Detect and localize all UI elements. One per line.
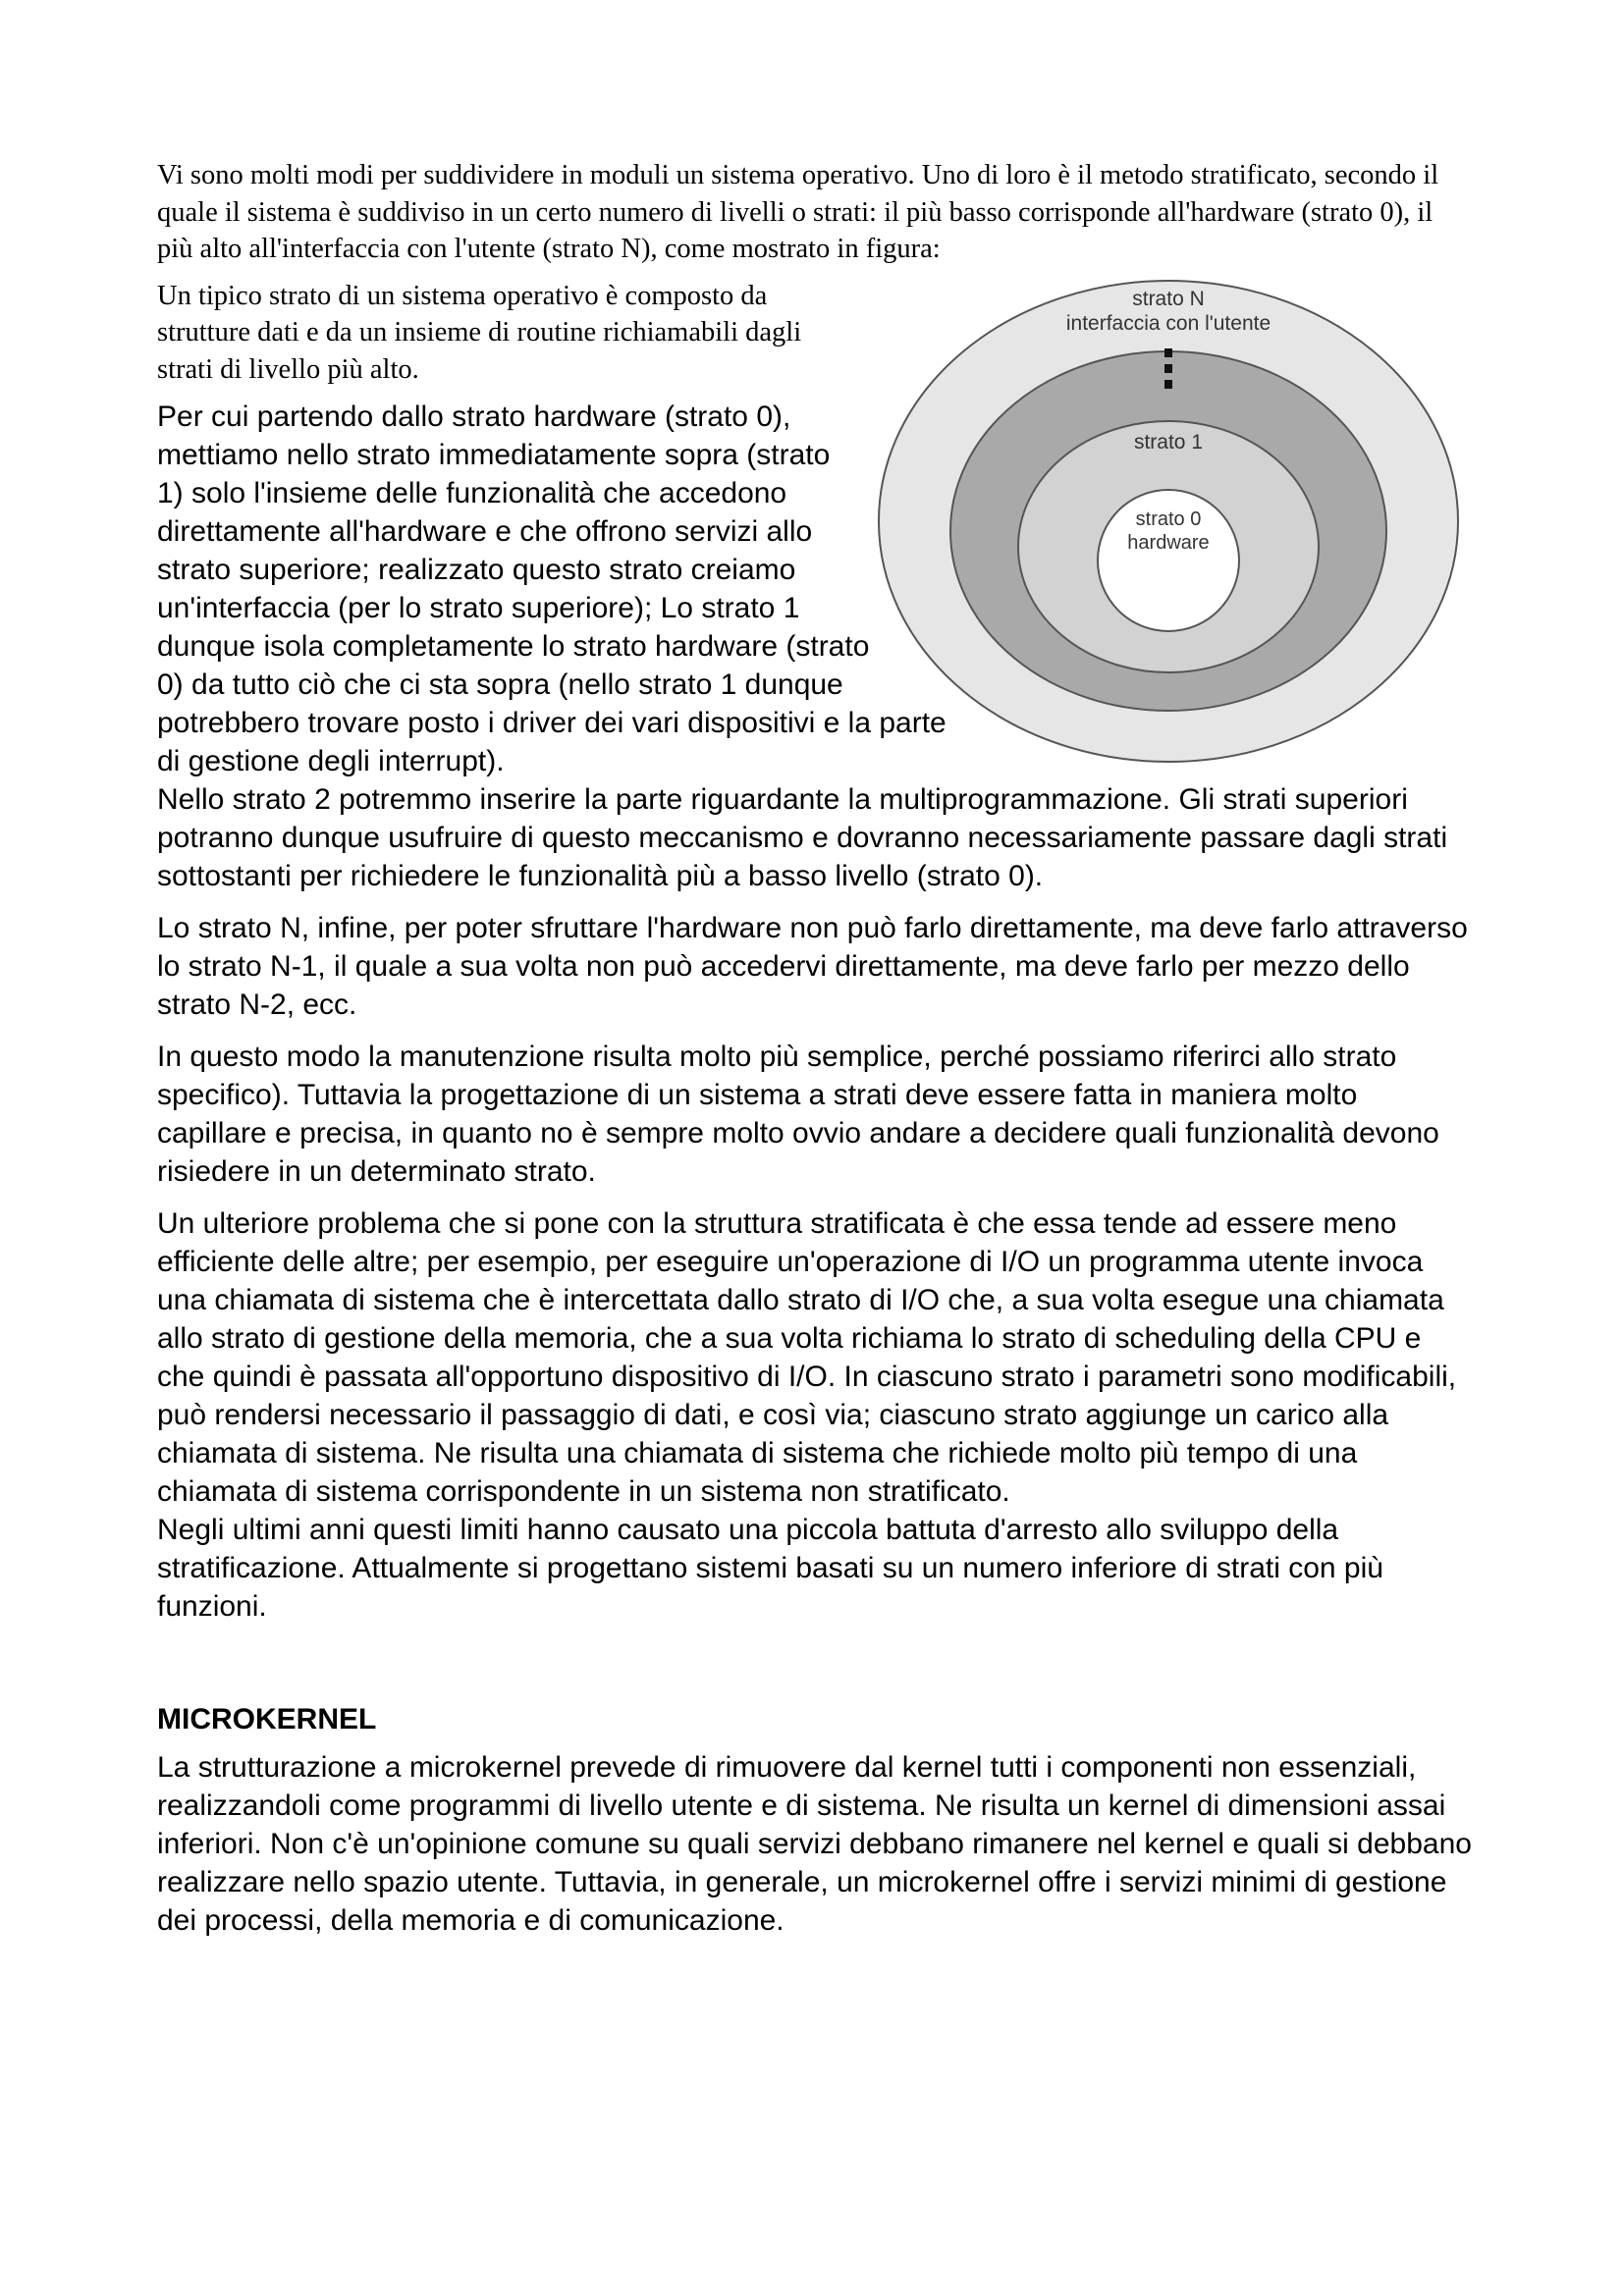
ellipsis-dot-2 bbox=[1164, 364, 1172, 373]
section-heading-microkernel: MICROKERNEL bbox=[157, 1703, 377, 1735]
inner-label-1: strato 0 bbox=[1135, 507, 1202, 530]
ellipsis-dot-3 bbox=[1164, 380, 1172, 389]
outer-label-1: strato N bbox=[1132, 287, 1205, 310]
middle-label: strato 1 bbox=[1133, 430, 1204, 454]
body-paragraph-6: Negli ultimi anni questi limiti hanno causato una piccola battuta d'arresto allo sviluppo della stratificazione. Attualmente si progettano sistemi basati su un numero inferiore di strati con più funzioni. bbox=[157, 1514, 1383, 1623]
ellipsis-dot-1 bbox=[1164, 348, 1172, 357]
body-paragraph-3: Lo strato N, infine, per poter sfruttare l'hardware non può farlo direttamente, ma deve farlo attraverso lo strato N-1, il quale a sua volta non può accedervi direttamente, ma deve farlo per mezzo dello strato N-2, ecc. bbox=[157, 912, 1468, 1021]
intro-line-1: Vi sono molti modi per suddividere in moduli un sistema operativo. Uno di loro è il metodo stratificato, secondo il quale il sistema è suddiviso in un certo numero di livelli o strati: il più basso corrisponde all'hardware (strato 0), il più alto all'interfaccia con l'utente (strato N), come mostrato in figura: bbox=[157, 160, 1439, 264]
outer-label-2: interfaccia con l'utente bbox=[1065, 311, 1271, 335]
document-page bbox=[157, 157, 1473, 1940]
body-paragraph-1: Per cui partendo dallo strato hardware (strato 0), mettiamo nello strato immediatamente sopra (strato 1) solo l'insieme delle funzionalità che accedono direttamente all'hardware e che offrono servizi allo strato superiore; realizzato questo strato creiamo un'interfaccia (per lo strato superiore); Lo strato 1 dunque isola completamente lo strato hardware (strato 0) da tutto ciò che ci sta sopra (nello strato 1 dunque potrebbero trovare posto i driver dei vari dispositivi e la parte di gestione degli interrupt). bbox=[157, 400, 947, 777]
microkernel-paragraph: La strutturazione a microkernel prevede di rimuovere dal kernel tutti i componenti non essenziali, realizzandoli come programmi di livello utente e di sistema. Ne risulta un kernel di dimensioni assai inferiori. Non c'è un'opinione comune su quali servizi debbano rimanere nel kernel e quali si debbano realizzare nello spazio utente. Tuttavia, in generale, un microkernel offre i servizi minimi di gestione dei processi, della memoria e di comunicazione. bbox=[157, 1751, 1472, 1937]
intro-paragraph-2 bbox=[157, 278, 805, 389]
layered-os-figure bbox=[874, 274, 1463, 770]
body-paragraph-4: In questo modo la manutenzione risulta molto più semplice, perché possiamo riferirci allo strato specifico). Tuttavia la progettazione di un sistema a strati deve essere fatta in maniera molto capillare e precisa, in quanto no è sempre molto ovvio andare a decidere quali funzionalità devono risiedere in un determinato strato. bbox=[157, 1041, 1439, 1188]
inner-label-2: hardware bbox=[1127, 531, 1210, 554]
intro-line-2: Un tipico strato di un sistema operativo è composto da strutture dati e da un insieme di routine richiamabili dagli strati di livello più alto. bbox=[157, 280, 802, 385]
body-paragraph-5: Un ulteriore problema che si pone con la struttura stratificata è che essa tende ad essere meno efficiente delle altre; per esempio, per eseguire un'operazione di I/O un programma utente invoca una chiamata di sistema che è intercettata dallo strato di I/O che, a sua volta esegue una chiamata allo strato di gestione della memoria, che a sua volta richiama lo strato di scheduling della CPU e che quindi è passata all'opportuno dispositivo di I/O. In ciascuno strato i parametri sono modificabili, può rendersi necessario il passaggio di dati, e così via; ciascuno strato aggiunge un carico alla chiamata di sistema. Ne risulta una chiamata di sistema che richiede molto più tempo di una chiamata di sistema corrispondente in un sistema non stratificato. bbox=[157, 1207, 1457, 1508]
body-paragraph-2: Nello strato 2 potremmo inserire la parte riguardante la multiprogrammazione. Gli strati superiori potranno dunque usufruire di questo meccanismo e dovranno necessariamente passare dagli strati sottostanti per richiedere le funzionalità più a basso livello (strato 0). bbox=[157, 783, 1448, 892]
intro-paragraph-1 bbox=[157, 157, 1473, 268]
